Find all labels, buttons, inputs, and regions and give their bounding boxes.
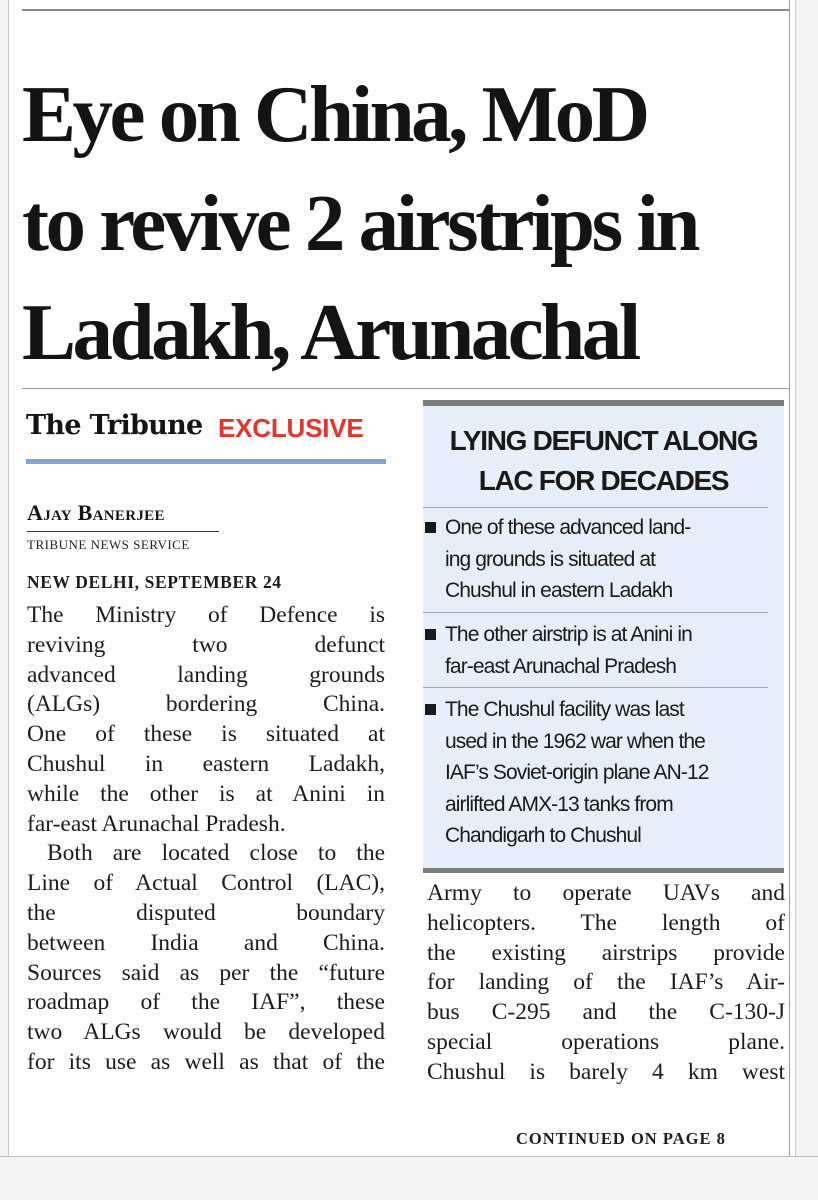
- byline-author: Ajay Banerjee: [27, 500, 165, 525]
- sidebar-text-line: Chandigarh to Chushul: [445, 824, 641, 847]
- text-line: reviving two defunct: [27, 631, 385, 658]
- headline-line: Ladakh, Arunachal: [22, 287, 638, 377]
- byline-service: TRIBUNE NEWS SERVICE: [27, 537, 190, 552]
- text-line: between India and China.: [27, 929, 385, 956]
- top-rule: [22, 9, 790, 11]
- square-bullet-icon: [425, 522, 436, 533]
- sidebar-title-line: LYING DEFUNCT ALONG: [449, 425, 758, 456]
- text-line: Army to operate UAVs and: [427, 880, 785, 906]
- text-line: Chushul in eastern Ladakh,: [27, 750, 385, 777]
- sidebar-text-line: far-east Arunachal Pradesh: [445, 654, 677, 678]
- sidebar-text-line: The Chushul facility was last: [445, 698, 684, 721]
- text-line: The Ministry of Defence is: [27, 602, 385, 628]
- tribune-logo: The Tribune: [26, 410, 203, 441]
- text-line: the disputed boundary: [27, 899, 385, 926]
- continued-note: CONTINUED ON PAGE 8: [516, 1129, 726, 1148]
- text-line: the existing airstrips provide: [427, 939, 785, 966]
- brand-underline: [26, 459, 386, 464]
- text-line: Line of Actual Control (LAC),: [27, 870, 385, 897]
- sidebar-text-line: airlifted AMX-13 tanks from: [445, 792, 673, 816]
- dateline: NEW DELHI, SEPTEMBER 24: [27, 572, 282, 592]
- bottom-edge: [0, 1156, 818, 1157]
- text-line: far-east Arunachal Pradesh.: [27, 810, 286, 837]
- text-line: bus C-295 and the C-130-J: [427, 999, 785, 1026]
- sidebar-title: [423, 421, 784, 501]
- byline-rule: [27, 531, 219, 532]
- sidebar-item-text: [445, 619, 780, 682]
- text-line: Both are located close to the: [47, 840, 385, 867]
- sidebar-text-line: The other airstrip is at Anini in: [445, 623, 692, 646]
- square-bullet-icon: [425, 704, 436, 715]
- right-margin-rule: [789, 0, 790, 1156]
- text-line: special operations plane.: [427, 1028, 785, 1055]
- sidebar-text-line: ing grounds is situated at: [445, 547, 656, 571]
- sidebar-text-line: One of these advanced land-: [445, 516, 691, 539]
- text-line: for landing of the IAF’s Air-: [427, 969, 785, 996]
- text-line: (ALGs) bordering China.: [27, 691, 385, 718]
- sidebar-text-line: IAF’s Soviet-origin plane AN-12: [445, 761, 709, 784]
- sidebar-item-text: [445, 694, 780, 852]
- sidebar-separator: [423, 687, 768, 688]
- text-line: Chushul is barely 4 km west: [427, 1058, 785, 1085]
- text-line: roadmap of the IAF”, these: [27, 989, 385, 1016]
- sidebar-separator: [423, 612, 768, 613]
- sidebar-item-text: [445, 512, 780, 607]
- article-column-right: [427, 879, 785, 1088]
- headline-line: to revive 2 airstrips in: [22, 178, 697, 268]
- square-bullet-icon: [425, 629, 436, 640]
- text-line: for its use as well as that of the: [27, 1048, 385, 1075]
- headline: [22, 60, 788, 387]
- text-line: two ALGs would be developed: [27, 1019, 385, 1046]
- text-line: advanced landing grounds: [27, 661, 385, 688]
- text-line: Sources said as per the “future: [27, 959, 385, 986]
- brand-block: [26, 410, 386, 466]
- text-line: helicopters. The length of: [427, 909, 785, 936]
- sidebar-text-line: Chushul in eastern Ladakh: [445, 579, 673, 602]
- exclusive-tag: EXCLUSIVE: [218, 413, 364, 443]
- headline-divider: [22, 388, 790, 389]
- sidebar-title-line: LAC FOR DECADES: [478, 465, 729, 496]
- text-line: One of these is situated at: [27, 721, 385, 748]
- text-line: while the other is at Anini in: [27, 780, 385, 807]
- sidebar-text-line: used in the 1962 war when the: [445, 729, 705, 753]
- article-column-left: [27, 601, 385, 1078]
- sidebar-separator: [423, 507, 768, 508]
- headline-line: Eye on China, MoD: [22, 69, 647, 159]
- sidebar-box: [423, 400, 784, 873]
